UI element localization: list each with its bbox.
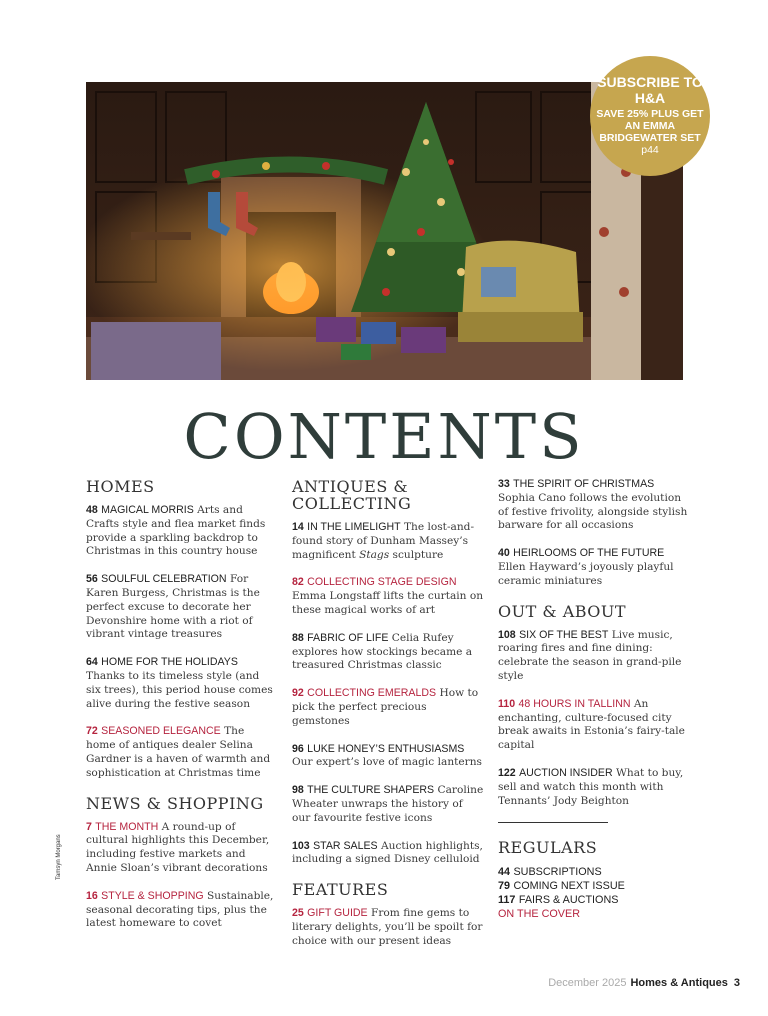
regular-item[interactable]: 79 COMING NEXT ISSUE — [498, 880, 625, 893]
toc-entry[interactable]: 56 SOULFUL CELEBRATION For Karen Burgess, Christmas is the perfect excuse to decorate her Devonshire home with a riot of vibrant vintage treasures — [86, 573, 260, 641]
column-right — [498, 478, 688, 921]
section-heading-homes: HOMES — [86, 477, 155, 496]
toc-entry[interactable]: 96 LUKE HONEY’S ENTHUSIASMS Our expert’s love of magic lanterns — [292, 742, 482, 769]
toc-entry-cover[interactable]: 92 COLLECTING EMERALDS How to pick the perfect precious gemstones — [292, 687, 479, 727]
on-the-cover-key: ON THE COVER — [498, 908, 580, 921]
toc-entry[interactable]: 33 THE SPIRIT OF CHRISTMAS Sophia Cano follows the evolution of festive frivolity, alongside stylish barware for all occasions — [498, 478, 688, 532]
page-number: 3 — [733, 977, 740, 989]
page-title: CONTENTS — [183, 400, 585, 473]
divider — [498, 822, 608, 823]
toc-entry[interactable]: 122 AUCTION INSIDER What to buy, sell and watch this month with Tennants’ Jody Beighton — [498, 766, 684, 807]
toc-entry[interactable]: 98 THE CULTURE SHAPERS Caroline Wheater unwraps the history of our favourite festive icons — [292, 784, 484, 824]
toc-entry-cover[interactable]: 72 SEASONED ELEGANCE The home of antiques dealer Selina Gardner is a haven of warmth and sophistication at Christmas time — [86, 725, 271, 779]
toc-entry[interactable]: 64 HOME FOR THE HOLIDAYS Thanks to its timeless style (and six trees), this period house comes alive during the festive season — [86, 656, 273, 710]
column-left — [86, 478, 276, 945]
section-heading-news: NEWS & SHOPPING — [86, 793, 264, 813]
photo-credit: Tamsyn Morgans — [56, 834, 62, 880]
regular-item[interactable]: 44 SUBSCRIPTIONS — [498, 866, 602, 879]
toc-entry-cover[interactable]: 82 COLLECTING STAGE DESIGN Emma Longstaff lifts the curtain on these magical works of art — [292, 576, 484, 616]
badge-heading: SUBSCRIBE TO H&A — [597, 74, 703, 106]
badge-page: p44 — [641, 144, 659, 156]
toc-entry[interactable]: 14 IN THE LIMELIGHT The lost-and-found story of Dunham Massey’s magnificent Stags sculpture — [292, 521, 475, 561]
column-middle — [292, 478, 484, 963]
toc-entry[interactable]: 88 FABRIC OF LIFE Celia Rufey explores how stockings became a treasured Christmas classic — [292, 631, 473, 672]
section-heading-regulars: REGULARS — [498, 838, 598, 858]
magazine-name: Homes & Antiques — [630, 977, 728, 989]
subscribe-badge[interactable] — [590, 56, 710, 176]
section-heading-out-about: OUT & ABOUT — [498, 601, 627, 621]
toc-entry[interactable]: 40 HEIRLOOMS OF THE FUTURE Ellen Hayward’s joyously playful ceramic miniatures — [498, 547, 674, 587]
toc-entry[interactable]: 108 SIX OF THE BEST Live music, roaring fires and fine dining: celebrate the season in grand-pile style — [498, 628, 682, 682]
toc-entry[interactable]: 48 MAGICAL MORRIS Arts and Crafts style and flea market finds provide a sparkling backdrop to Christmas in this country house — [86, 504, 266, 558]
section-heading-antiques: ANTIQUES & COLLECTING — [292, 477, 412, 513]
badge-offer: SAVE 25% PLUS GET AN EMMA BRIDGEWATER SET — [596, 108, 704, 144]
toc-entry[interactable]: 103 STAR SALES Auction highlights, including a signed Disney celluloid — [292, 839, 483, 866]
page-footer — [548, 977, 740, 989]
toc-entry-cover[interactable]: 7 THE MONTH A round-up of cultural highlights this December, including festive markets and Annie Sloan’s vibrant decorations — [86, 820, 270, 874]
toc-entry-cover[interactable]: 110 48 HOURS IN TALLINN An enchanting, culture-focused city break awaits in Estonia’s fairy-tale capital — [498, 697, 685, 752]
regular-item[interactable]: 117 FAIRS & AUCTIONS — [498, 894, 619, 907]
toc-entry-cover[interactable]: 25 GIFT GUIDE From fine gems to literary delights, you’ll be spoilt for choice with our present ideas — [292, 907, 483, 947]
section-heading-features: FEATURES — [292, 880, 389, 900]
issue-date: December 2025 — [548, 977, 627, 989]
toc-entry-cover[interactable]: 16 STYLE & SHOPPING Sustainable, seasonal decorating tips, plus the latest homeware to covet — [86, 889, 274, 930]
